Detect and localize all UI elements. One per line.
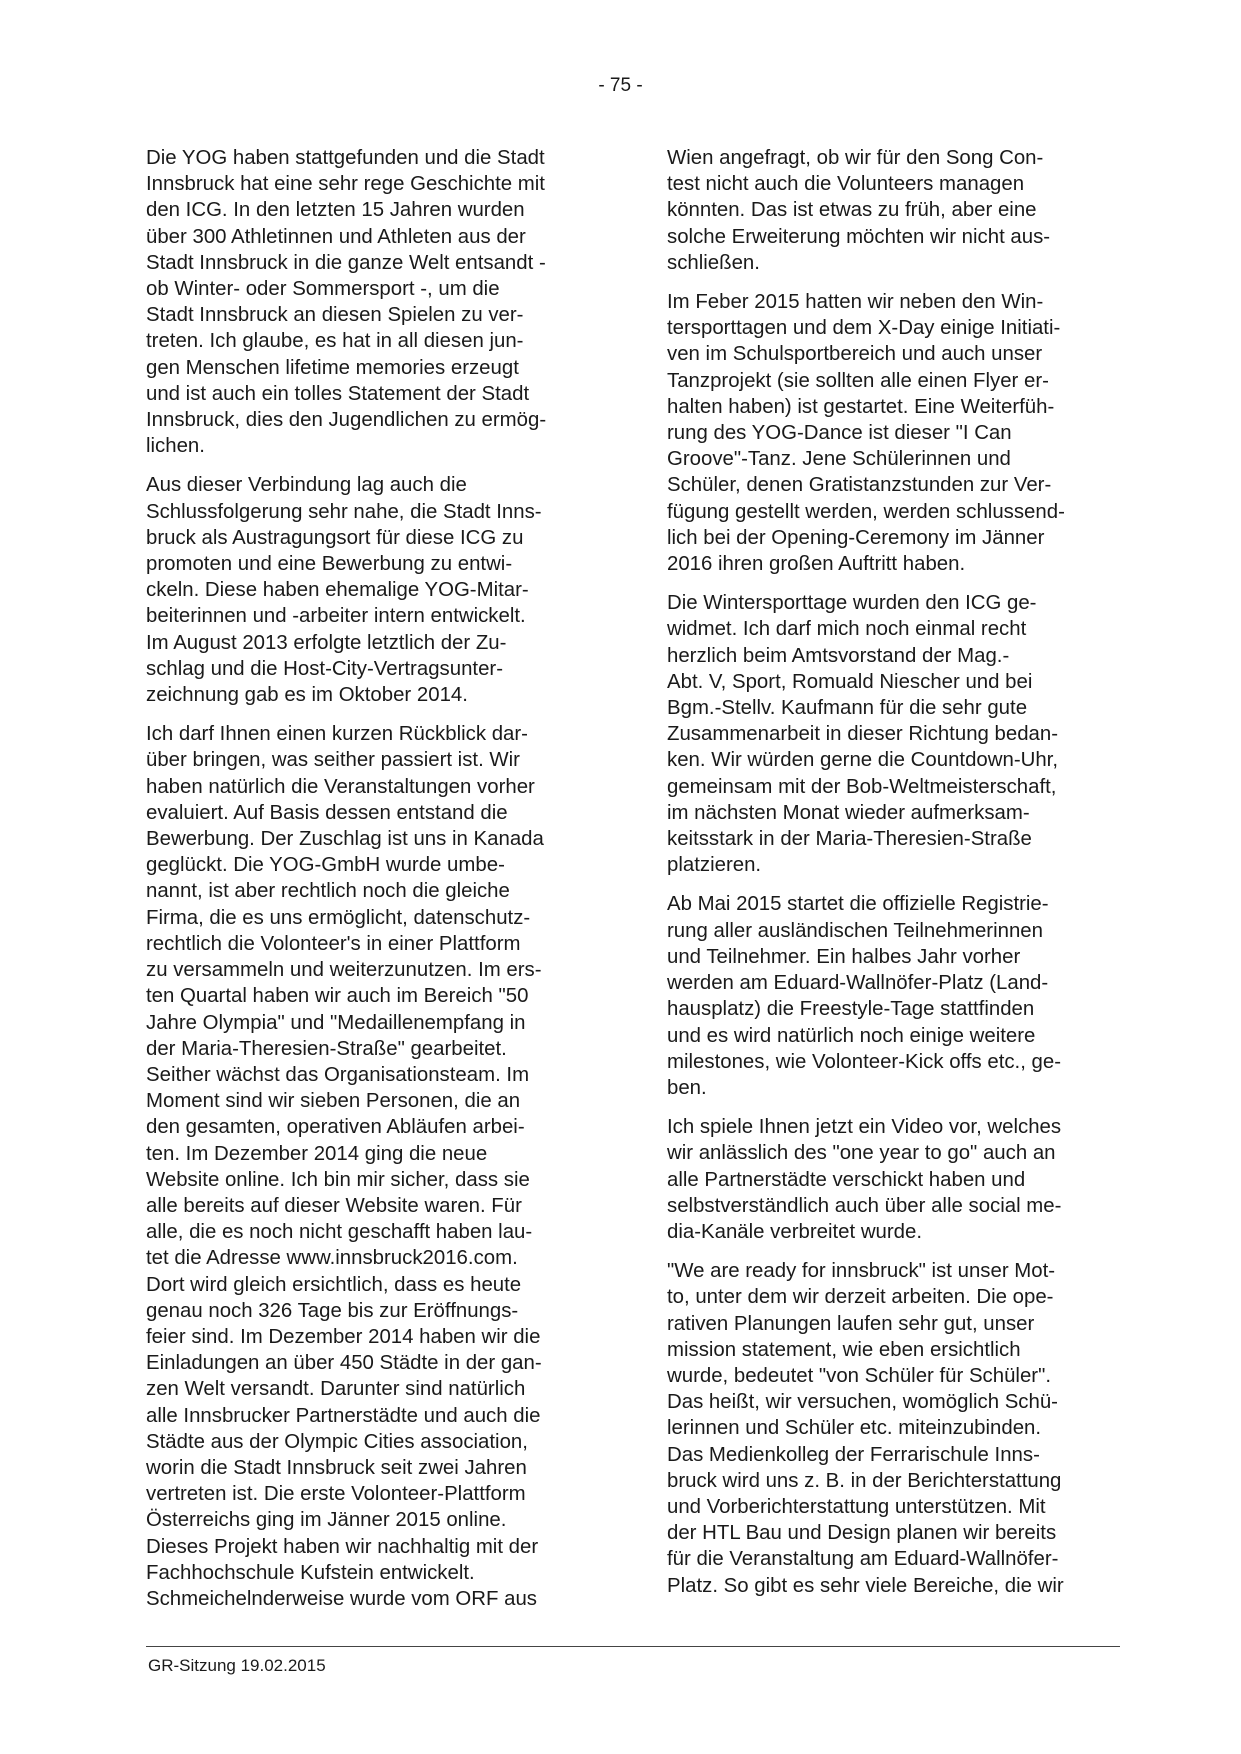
paragraph: Wien angefragt, ob wir für den Song Con- test nicht auch die Volunteers managen könnten. Das ist etwas zu früh, aber eine solche Erweiterung möchten wir nicht aus- schließen.	[667, 147, 1051, 274]
right-column	[667, 145, 1112, 1612]
left-column	[146, 145, 591, 1625]
paragraph: Im Feber 2015 hatten wir neben den Win- tersporttagen und dem X-Day einige Initiati- ven im Schulsportbereich und auch unser Tanzprojekt (sie sollten alle einen Flyer er- halten haben) ist gestartet. Eine Weiterfüh- rung des YOG-Dance ist dieser "I Can Groove"-Tanz. Jene Schülerinnen und Schüler, denen Gratistanzstunden zur Ver- fügung gestellt werden, werden schlussend- lich bei der Opening-Ceremony im Jänner 2016 ihren großen Auftritt haben.	[667, 291, 1065, 576]
paragraph: Die Wintersporttage wurden den ICG ge- widmet. Ich darf mich noch einmal recht herzlich beim Amtsvorstand der Mag.- Abt. V, Sport, Romuald Niescher und bei Bgm.-Stellv. Kaufmann für die sehr gute Zusammenarbeit in dieser Richtung bedan- ken. Wir würden gerne die Countdown-Uhr, gemeinsam mit der Bob-Weltmeisterschaft, im nächsten Monat wieder aufmerksam- keitsstark in der Maria-Theresien-Straße platzieren.	[667, 592, 1059, 877]
page-number: - 75 -	[598, 75, 643, 96]
paragraph: Ab Mai 2015 startet die offizielle Registrie- rung aller ausländischen Teilnehmerinnen und Teilnehmer. Ein halbes Jahr vorher werden am Eduard-Wallnöfer-Platz (Land- hausplatz) die Freestyle-Tage stattfinden und es wird natürlich noch einige weitere milestones, wie Volonteer-Kick offs etc., ge- ben.	[667, 893, 1062, 1099]
paragraph: Ich spiele Ihnen jetzt ein Video vor, welches wir anlässlich des "one year to go" auch an alle Partnerstädte verschickt haben und selbstverständlich auch über alle social me- dia-Kanäle verbreitet wurde.	[667, 1116, 1062, 1243]
footer-divider	[146, 1646, 1120, 1647]
paragraph: Die YOG haben stattgefunden und die Stadt Innsbruck hat eine sehr rege Geschichte mit den ICG. In den letzten 15 Jahren wurden über 300 Athletinnen und Athleten aus der Stadt Innsbruck in die ganze Welt entsandt - ob Winter- oder Sommersport -, um die Stadt Innsbruck an diesen Spielen zu ver- treten. Ich glaube, es hat in all diesen jun- gen Menschen lifetime memories erzeugt und ist auch ein tolles Statement der Stadt Innsbruck, dies den Jugendlichen zu ermög- lichen.	[146, 147, 547, 458]
paragraph: Ich darf Ihnen einen kurzen Rückblick dar- über bringen, was seither passiert ist. Wir haben natürlich die Veranstaltungen vorher evaluiert. Auf Basis dessen entstand die Bewerbung. Der Zuschlag ist uns in Kanada geglückt. Die YOG-GmbH wurde umbe- nannt, ist aber rechtlich noch die gleiche Firma, die es uns ermöglicht, datenschutz- rechtlich die Volonteer's in einer Plattform zu versammeln und weiterzunutzen. Im ers- ten Quartal haben wir auch im Bereich "50 Jahre Olympia" und "Medaillenempfang in der Maria-Theresien-Straße" gearbeitet. Seither wächst das Organisationsteam. Im Moment sind wir sieben Personen, die an den gesamten, operativen Abläufen arbei- ten. Im Dezember 2014 ging die neue Website online. Ich bin mir sicher, dass sie alle bereits auf dieser Website waren. Für alle, die es noch nicht geschafft haben lau- tet die Adresse www.innsbruck2016.com. Dort wird gleich ersichtlich, dass es heute genau noch 326 Tage bis zur Eröffnungs- feier sind. Im Dezember 2014 haben wir die Einladungen an über 450 Städte in der gan- zen Welt versandt. Darunter sind natürlich alle Innsbrucker Partnerstädte und auch die Städte aus der Olympic Cities association, worin die Stadt Innsbruck seit zwei Jahren vertreten ist. Die erste Volonteer-Plattform Österreichs ging im Jänner 2015 online. Dieses Projekt haben wir nachhaltig mit der Fachhochschule Kufstein entwickelt. Schmeichelnderweise wurde vom ORF aus	[146, 723, 544, 1610]
paragraph: "We are ready for innsbruck" ist unser Mot- to, unter dem wir derzeit arbeiten. Die ope- rativen Planungen laufen sehr gut, unser mission statement, wie eben ersichtlich wurde, bedeutet "von Schüler für Schüler". Das heißt, wir versuchen, womöglich Schü- lerinnen und Schüler etc. miteinzubinden. Das Medienkolleg der Ferrarischule Inns- bruck wird uns z. B. in der Berichterstattung und Vorberichterstattung unterstützen. Mit der HTL Bau und Design planen wir bereits für die Veranstaltung am Eduard-Wallnöfer- Platz. So gibt es sehr viele Bereiche, die wir	[667, 1260, 1064, 1597]
paragraph: Aus dieser Verbindung lag auch die Schlussfolgerung sehr nahe, die Stadt Inns- bruck als Austragungsort für diese ICG zu promoten und eine Bewerbung zu entwi- ckeln. Diese haben ehemalige YOG-Mitar- beiterinnen und -arbeiter intern entwickelt. Im August 2013 erfolgte letztlich der Zu- schlag und die Host-City-Vertragsunter- zeichnung gab es im Oktober 2014.	[146, 474, 542, 707]
footer-session-date: GR-Sitzung 19.02.2015	[148, 1656, 326, 1675]
